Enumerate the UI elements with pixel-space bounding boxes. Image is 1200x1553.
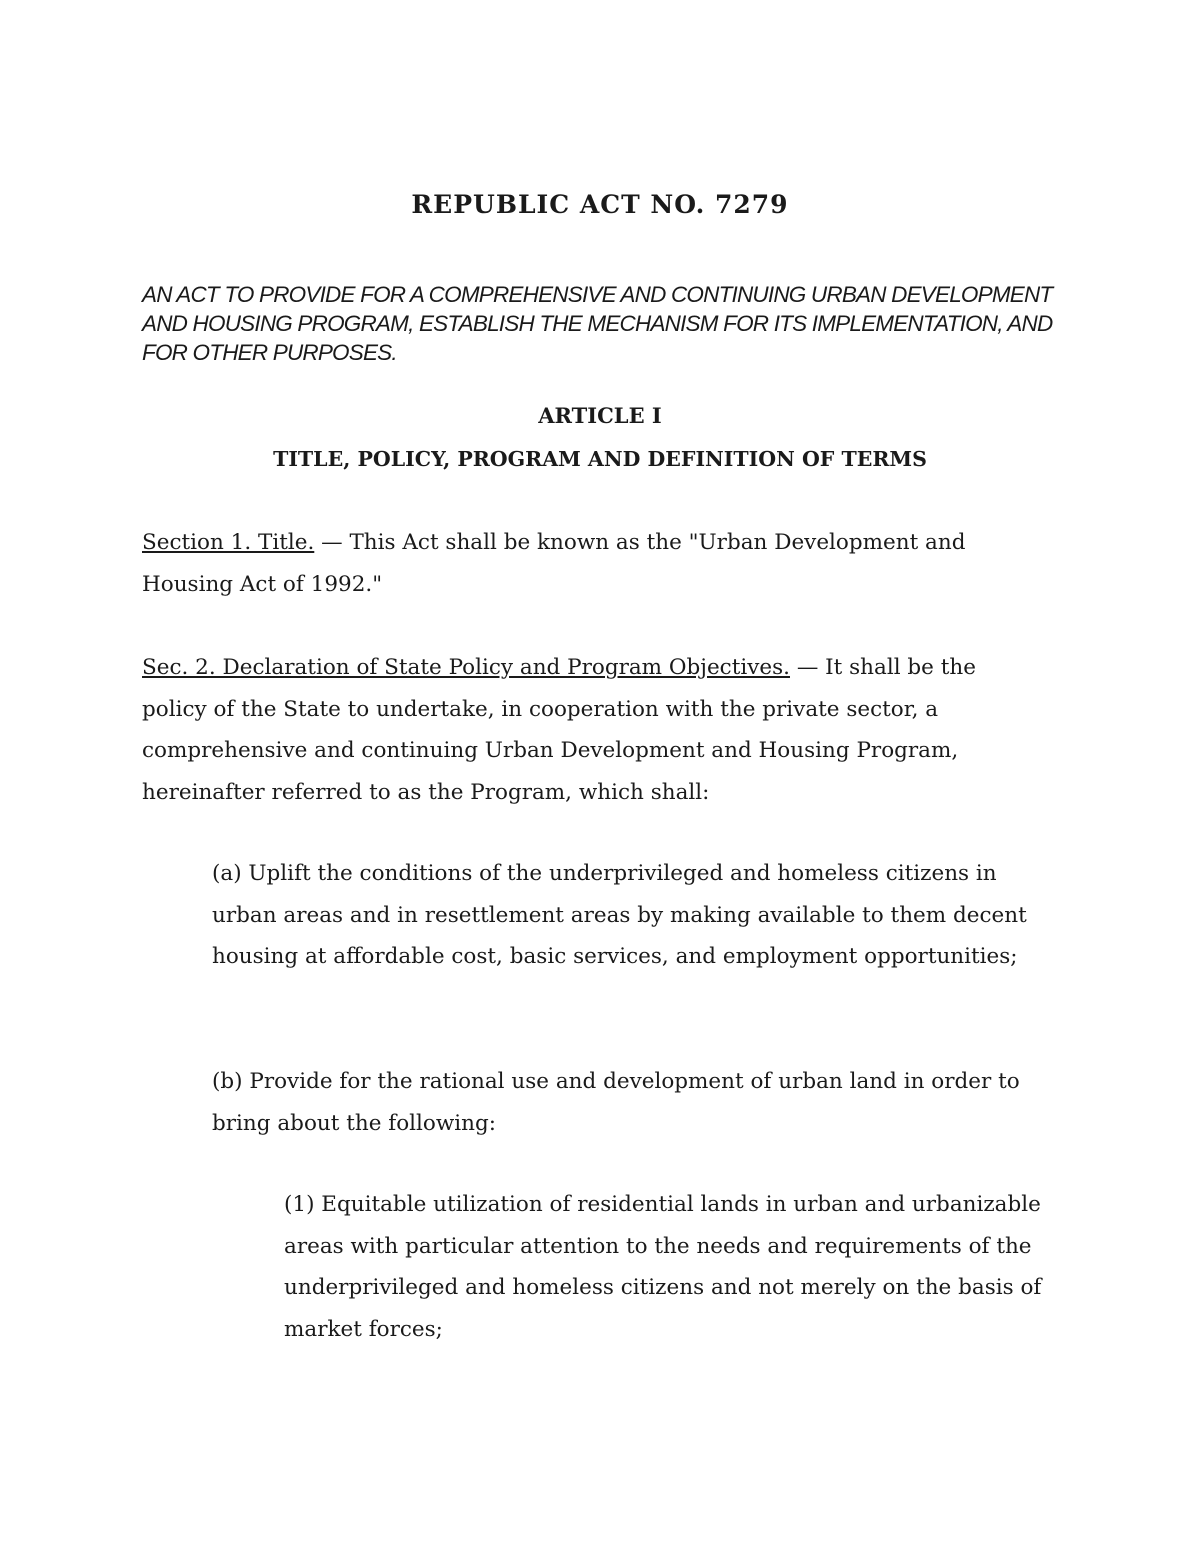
- article-title: TITLE, POLICY, PROGRAM AND DEFINITION OF TERMS: [273, 447, 927, 471]
- section-2-paragraph: [142, 647, 1042, 813]
- section-2-body: — It shall be the policy of the State to undertake, in cooperation with the private sector, a comprehensive and continuing Urban Development and Housing Program, hereinafter referred to as the Program, which shall:: [142, 655, 976, 805]
- article-number: ARTICLE I: [538, 403, 662, 428]
- clause-b: (b) Provide for the rational use and development of urban land in order to bring about the following:: [212, 1069, 1020, 1136]
- clause-a: (a) Uplift the conditions of the underprivileged and homeless citizens in urban areas and in resettlement areas by making available to them decent housing at affordable cost, basic services, and employment opportunities;: [212, 861, 1027, 969]
- section-1-body: — This Act shall be known as the "Urban Development and Housing Act of 1992.": [142, 530, 966, 597]
- section-1-heading: Section 1. Title.: [142, 530, 315, 555]
- section-1-paragraph: [142, 522, 1042, 605]
- document-title: REPUBLIC ACT NO. 7279: [411, 190, 789, 219]
- document-subtitle: AN ACT TO PROVIDE FOR A COMPREHENSIVE AND CONTINUING URBAN DEVELOPMENT AND HOUSING PROGRAM, ESTABLISH THE MECHANISM FOR ITS IMPLEMENTATION, AND FOR OTHER PURPOSES.: [142, 282, 1053, 365]
- clause-b-1: (1) Equitable utilization of residential lands in urban and urbanizable areas with particular attention to the needs and requirements of the underprivileged and homeless citizens and not merely on the basis of market forces;: [284, 1192, 1042, 1342]
- section-2-heading: Sec. 2. Declaration of State Policy and Program Objectives.: [142, 655, 790, 680]
